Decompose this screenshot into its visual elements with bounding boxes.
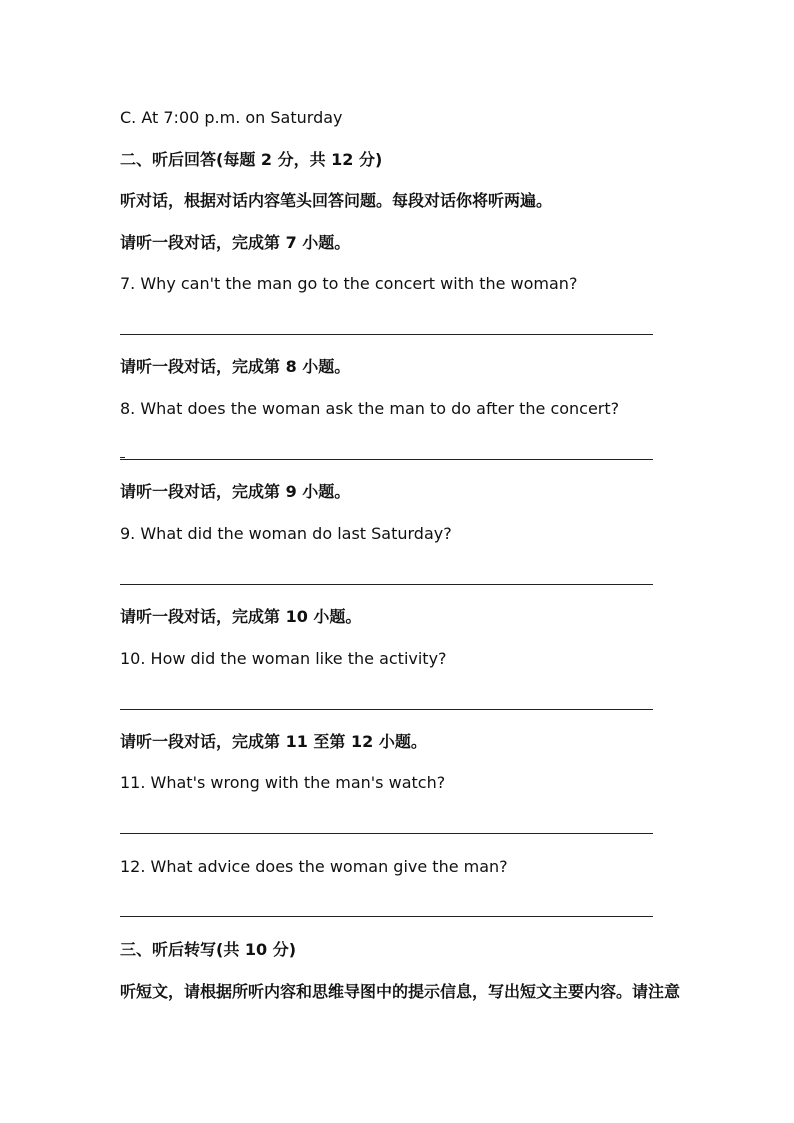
question-11: 11. What's wrong with the man's watch? [120, 773, 446, 792]
question-10: 10. How did the woman like the activity? [120, 649, 447, 668]
previous-answer-option: C. At 7:00 p.m. on Saturday [120, 108, 343, 127]
question-9: 9. What did the woman do last Saturday? [120, 524, 452, 543]
section-3-heading: 三、听后转写(共 10 分) [120, 940, 297, 959]
question-8: 8. What does the woman ask the man to do after the concert? [120, 399, 620, 418]
prompt-q11-12: 请听一段对话，完成第 11 至第 12 小题。 [120, 732, 427, 751]
prompt-q10: 请听一段对话，完成第 10 小题。 [120, 607, 362, 626]
prompt-q7: 请听一段对话，完成第 7 小题。 [120, 233, 351, 252]
answer-line-q11[interactable] [120, 833, 653, 834]
question-12: 12. What advice does the woman give the man? [120, 857, 508, 876]
answer-line-q12[interactable] [120, 916, 653, 917]
answer-line-q8[interactable] [120, 459, 653, 460]
question-7: 7. Why can't the man go to the concert with the woman? [120, 274, 578, 293]
answer-line-q7[interactable] [120, 334, 653, 335]
prompt-q9: 请听一段对话，完成第 9 小题。 [120, 482, 351, 501]
section-2-heading: 二、听后回答(每题 2 分，共 12 分) [120, 150, 383, 169]
prompt-q8: 请听一段对话，完成第 8 小题。 [120, 357, 351, 376]
answer-line-q10[interactable] [120, 709, 653, 710]
section-2-instruction: 听对话，根据对话内容笔头回答问题。每段对话你将听两遍。 [120, 191, 553, 210]
answer-line-q9[interactable] [120, 584, 653, 585]
answer-line-tick-q8 [120, 457, 125, 458]
section-3-instruction: 听短文，请根据所听内容和思维导图中的提示信息，写出短文主要内容。请注意 [120, 982, 681, 1001]
